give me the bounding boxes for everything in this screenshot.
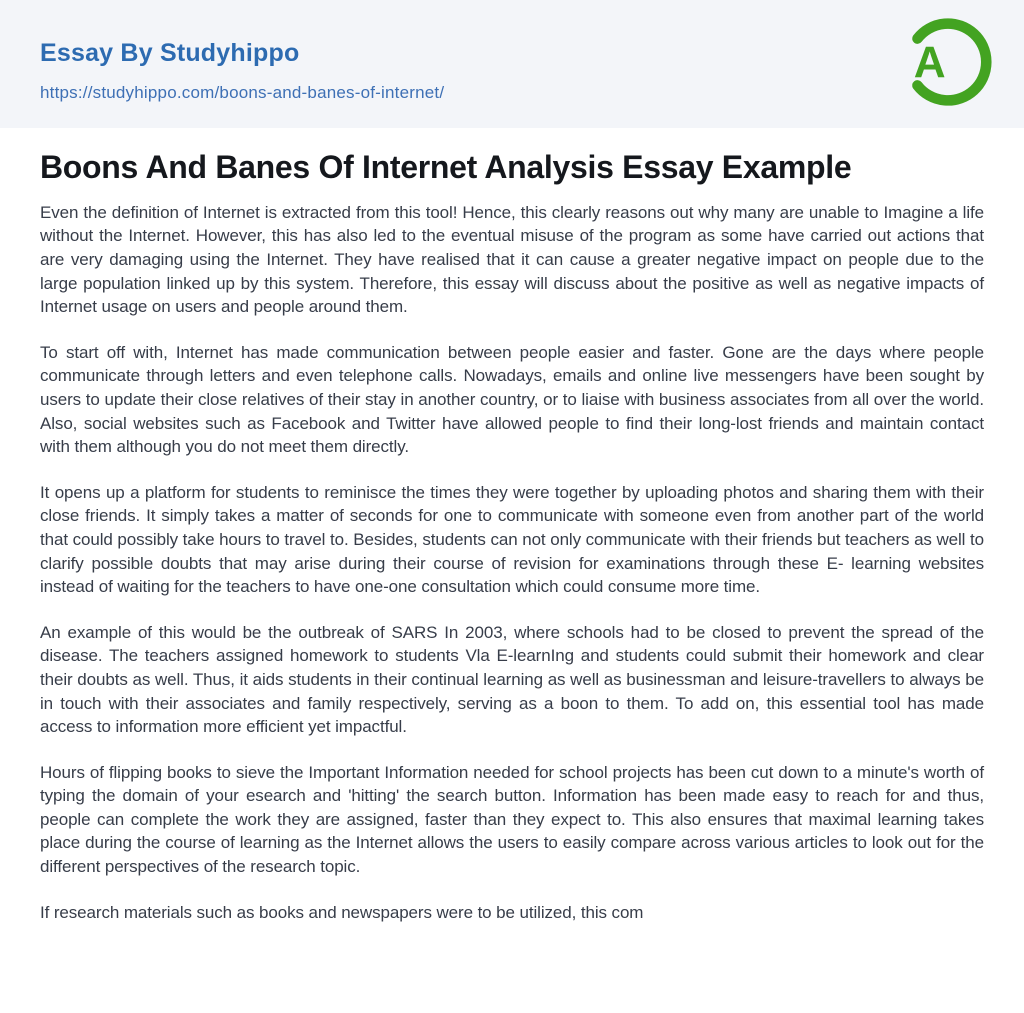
logo-letter: A bbox=[913, 38, 946, 88]
essay-paragraph-1: Even the definition of Internet is extracted from this tool! Hence, this clearly reasons out why many are unable to Imagine a life without the Internet. However, this has also led to the eventual misuse of the program as some have carried out actions that are very damaging using the Internet. They have realised that it can cause a greater negative impact on people due to the large population linked up by this system. Therefore, this essay will discuss about the positive as well as negative impacts of Internet usage on users and people around them. bbox=[40, 202, 984, 317]
studyhippo-logo-icon bbox=[897, 14, 993, 110]
essay-paragraph-3: It opens up a platform for students to reminisce the times they were together by uploading photos and sharing them with their close friends. It simply takes a matter of seconds for one to communicate with someone even from another part of the world that could possibly take hours to travel to. Besides, students can not only communicate with their friends but teachers as well to clarify possible doubts that may arise during their course of revision for examinations through these E- learning websites instead of waiting for the teachers to have one-one consultation which could consume more time. bbox=[40, 482, 984, 597]
essay-article bbox=[0, 128, 1024, 924]
header-text-block bbox=[40, 40, 444, 103]
essay-paragraph-2: To start off with, Internet has made communication between people easier and faster. Gone are the days where people communicate through letters and even telephone calls. Nowadays, emails and online live messengers have been sought by users to update their close relatives of their stay in another country, or to liaise with business associates from all over the world. Also, social websites such as Facebook and Twitter have allowed people to find their long-lost friends and maintain contact with them although you do not meet them directly. bbox=[40, 342, 984, 457]
essay-paragraph-5: Hours of flipping books to sieve the Important Information needed for school projects has been cut down to a minute's worth of typing the domain of your esearch and 'hitting' the search button. Information has been made easy to reach for and thus, people can complete the work they are assigned, faster than they expect to. This also ensures that maximal learning takes place during the course of learning as the Internet allows the users to easily compare across various articles to look out for the different perspectives of the research topic. bbox=[40, 762, 984, 877]
site-title: Essay By Studyhippo bbox=[40, 39, 300, 67]
page-title: Boons And Banes Of Internet Analysis Essay Example bbox=[40, 149, 852, 185]
header bbox=[0, 0, 1024, 128]
essay-paragraph-6-truncated: If research materials such as books and newspapers were to be utilized, this com bbox=[40, 902, 644, 922]
essay-paragraph-4: An example of this would be the outbreak of SARS In 2003, where schools had to be closed to prevent the spread of the disease. The teachers assigned homework to students Vla E-learnIng and students could submit their homework and clear their doubts as well. Thus, it aids students in their continual learning as well as businessman and leisure-travellers to always be in touch with their associates and family respectively, serving as a boon to them. To add on, this essential tool has made access to information more efficient yet impactful. bbox=[40, 622, 984, 737]
source-url-link[interactable]: https://studyhippo.com/boons-and-banes-of-internet/ bbox=[40, 82, 445, 102]
